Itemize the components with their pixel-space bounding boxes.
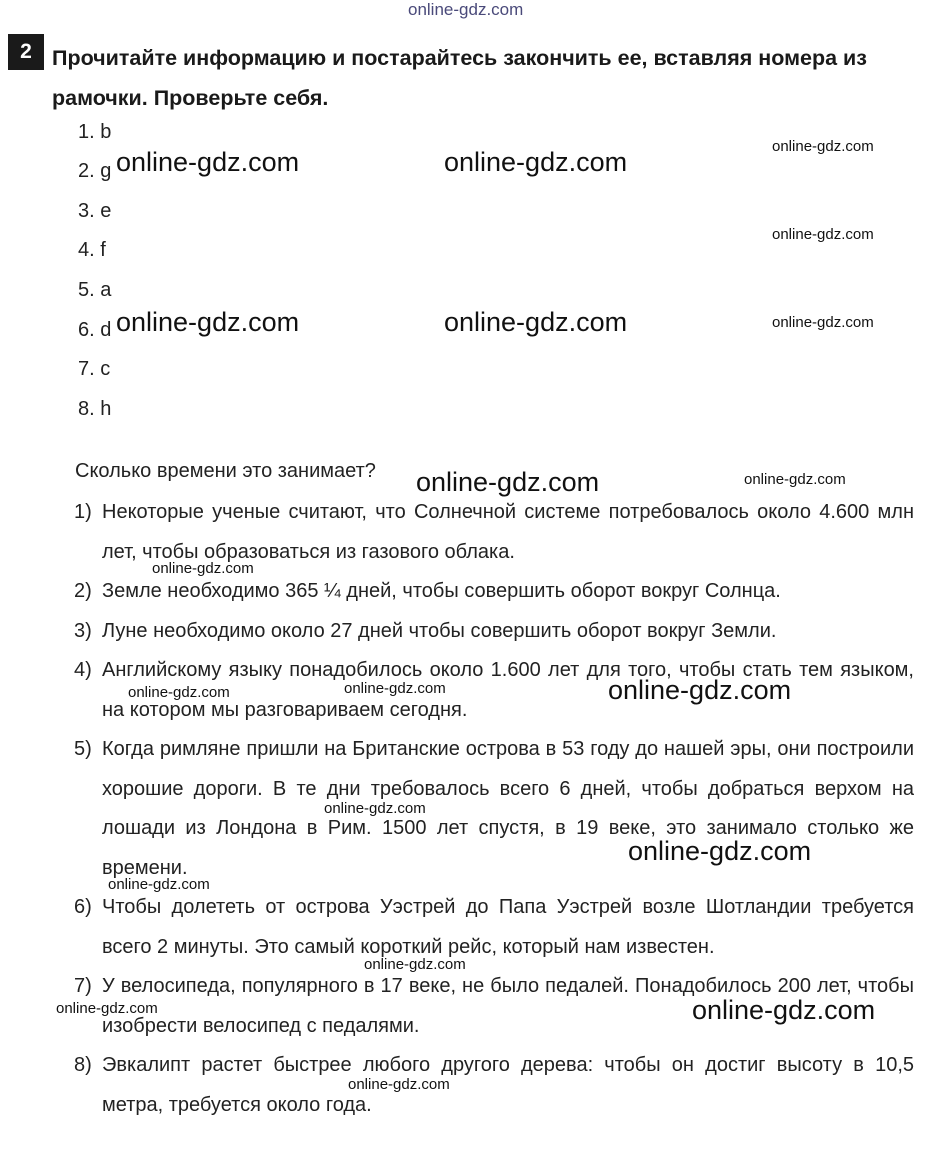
- watermark: online-gdz.com: [772, 226, 874, 243]
- paragraph-number: 8): [74, 1054, 92, 1076]
- paragraph: [74, 1046, 914, 1125]
- watermark: online-gdz.com: [444, 147, 628, 177]
- answer-item: 8. h: [78, 398, 112, 420]
- paragraph-text: Эвкалипт растет быстрее любого другого дерева: чтобы он достиг высоту в 10,5 метра, требуется около года.: [102, 1054, 914, 1116]
- answer-item: 4. f: [78, 239, 106, 261]
- paragraph-text: Земле необходимо 365 ¼ дней, чтобы совершить оборот вокруг Солнца.: [102, 580, 781, 602]
- watermark: online-gdz.com: [608, 675, 792, 705]
- watermark: online-gdz.com: [56, 1000, 158, 1017]
- answer-item: 6. d: [78, 319, 112, 341]
- paragraph-number: 7): [74, 975, 92, 997]
- answer-item: 1. b: [78, 121, 112, 143]
- answer-item: 2. g: [78, 160, 112, 182]
- watermark: online-gdz.com: [116, 147, 300, 177]
- watermark: online-gdz.com: [692, 995, 876, 1025]
- paragraph-text: Английскому языку понадобилось около 1.600 лет для того, чтобы стать тем языком, на котором мы разговариваем сегодня.: [102, 659, 914, 721]
- paragraph: [74, 888, 914, 967]
- paragraph-number: 1): [74, 501, 92, 523]
- paragraph-text: Некоторые ученые считают, что Солнечной системе потребовалось около 4.600 млн лет, чтобы образоваться из газового облака.: [102, 501, 914, 563]
- watermark: online-gdz.com: [116, 307, 300, 337]
- watermark-top: online-gdz.com: [408, 0, 524, 19]
- watermark: online-gdz.com: [324, 800, 426, 817]
- watermark: online-gdz.com: [628, 836, 812, 866]
- watermark: online-gdz.com: [744, 471, 846, 488]
- paragraph-number: 4): [74, 659, 92, 681]
- watermark: online-gdz.com: [344, 680, 446, 697]
- paragraph-number: 3): [74, 620, 92, 642]
- watermark: online-gdz.com: [364, 956, 466, 973]
- watermark: online-gdz.com: [772, 138, 874, 155]
- answer-item: 5. a: [78, 279, 112, 301]
- paragraph: [74, 572, 914, 612]
- watermark: online-gdz.com: [772, 314, 874, 331]
- task-instruction: Прочитайте информацию и постарайтесь закончить ее, вставляя номера из рамочки. Проверьте себя.: [52, 46, 867, 110]
- paragraph-number: 6): [74, 896, 92, 918]
- paragraph-text: У велосипеда, популярного в 17 веке, не было педалей. Понадобилось 200 лет, чтобы изобрести велосипед с педалями.: [102, 975, 914, 1037]
- watermark: online-gdz.com: [348, 1076, 450, 1093]
- watermark: online-gdz.com: [444, 307, 628, 337]
- paragraph-number: 5): [74, 738, 92, 760]
- watermark: online-gdz.com: [416, 467, 600, 497]
- task-number-badge: 2: [8, 34, 44, 70]
- answer-item: 3. e: [78, 200, 112, 222]
- paragraph-text: Когда римляне пришли на Британские острова в 53 году до нашей эры, они построили хорошие дороги. В те дни требовалось всего 6 дней, чтобы добраться верхом на лошади из Лондона в Рим. 1500 лет спустя, в 19 веке, это занимало столько же времени.: [102, 738, 914, 879]
- watermark: online-gdz.com: [108, 876, 210, 893]
- paragraph: [74, 612, 914, 652]
- paragraph-text: Чтобы долететь от острова Уэстрей до Папа Уэстрей возле Шотландии требуется всего 2 минуты. Это самый короткий рейс, который нам известен.: [102, 896, 914, 958]
- watermark: online-gdz.com: [128, 684, 230, 701]
- watermark: online-gdz.com: [152, 560, 254, 577]
- paragraph-number: 2): [74, 580, 92, 602]
- answer-item: 7. c: [78, 358, 111, 380]
- paragraph-text: Луне необходимо около 27 дней чтобы совершить оборот вокруг Земли.: [102, 620, 777, 642]
- question-heading: Сколько времени это занимает?: [75, 460, 376, 482]
